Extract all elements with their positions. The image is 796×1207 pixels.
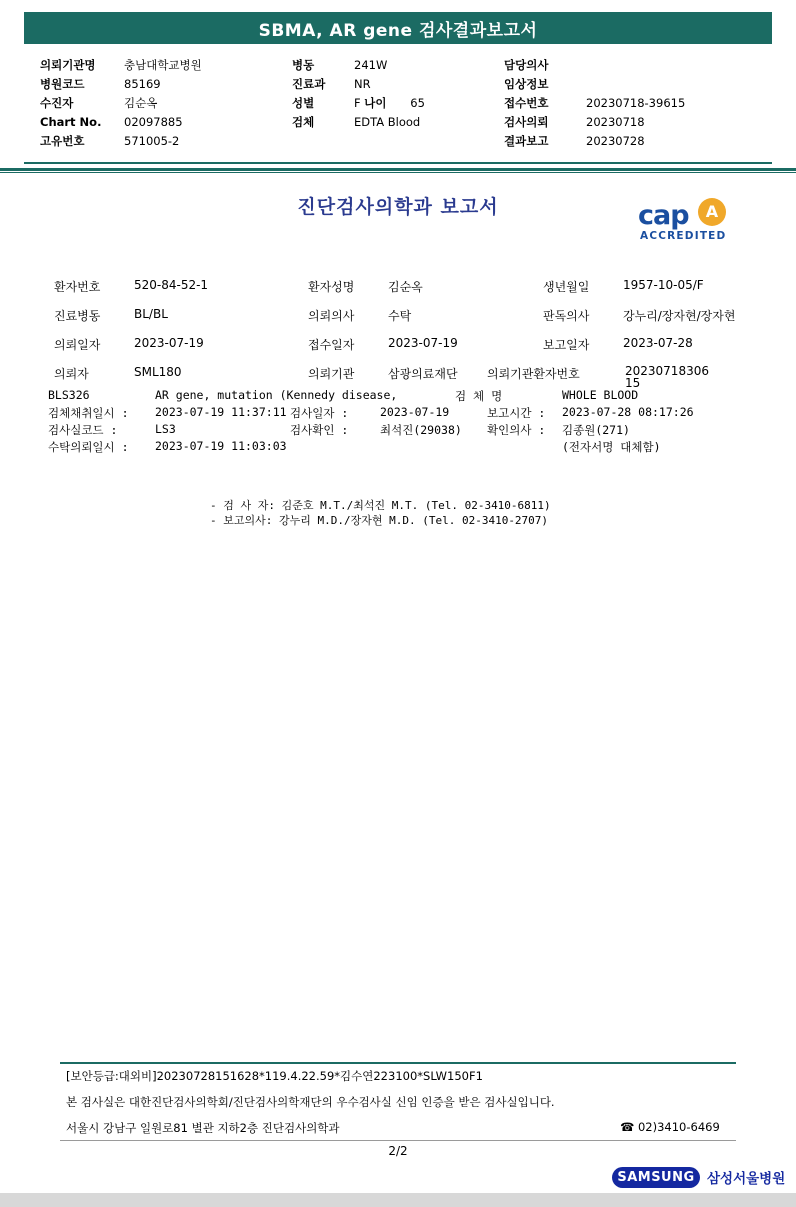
field-label: 담당의사 (504, 58, 549, 72)
header-field-institution (40, 56, 202, 75)
value-requesting-institution: 삼광의료재단 (388, 367, 458, 381)
test-header-row (0, 388, 796, 405)
page-number: 2/2 (388, 1144, 408, 1158)
samsung-logo: SAMSUNG (612, 1167, 700, 1188)
value-report-time: 2023-07-28 08:17:26 (562, 405, 694, 419)
field-label: 검체 (292, 115, 315, 129)
header-field-doctor (504, 56, 685, 75)
field-label: 진료과 (292, 77, 326, 91)
field-label: 수진자 (40, 96, 74, 110)
patient-info-row (0, 336, 796, 365)
field-label: 병원코드 (40, 77, 85, 91)
label-institution-patient-no: 의뢰기관환자번호 (487, 367, 580, 381)
header-field-unique-no (40, 132, 202, 151)
footer-security-line: [보안등급:대외비]20230728151628*119.4.22.59*김수연223100*SLW150F1 (66, 1069, 483, 1083)
value-report-date: 2023-07-28 (623, 336, 693, 350)
header-field-accession-no (504, 94, 685, 113)
field-value: 241W (354, 58, 388, 72)
header-field-hospital-code (40, 75, 202, 94)
label-requester: 의뢰자 (54, 367, 89, 381)
value-collection-datetime: 2023-07-19 11:37:11 (155, 405, 287, 419)
value-institution-patient-no: 2023071830615 (625, 364, 709, 390)
label-receipt-date: 접수일자 (308, 338, 355, 352)
label-test-date: 검사일자 : (290, 406, 349, 420)
hospital-name: 삼성서울병원 (707, 1171, 786, 1187)
patient-info-row (0, 278, 796, 307)
label-report-date: 보고일자 (543, 338, 590, 352)
hospital-brand-logo (612, 1166, 788, 1188)
label-outsource-datetime: 수탁의뢰일시 : (48, 440, 129, 454)
field-value: 20230728 (586, 134, 645, 148)
label-reading-doctor: 판독의사 (543, 309, 590, 323)
header-field-clinical-info (504, 75, 685, 94)
value-ward: BL/BL (134, 307, 168, 321)
header-separator (0, 168, 796, 171)
value-receipt-date: 2023-07-19 (388, 336, 458, 350)
label-ward: 진료병동 (54, 309, 101, 323)
header-column-1 (40, 56, 202, 151)
value-verifier: 최석진(29038) (380, 423, 462, 437)
report-sheet (10, 6, 786, 1186)
label-ordering-doctor: 의뢰의사 (308, 309, 355, 323)
header-field-report-date (504, 132, 685, 151)
value-patient-name: 김순옥 (388, 280, 423, 294)
value-birth-date: 1957-10-05/F (623, 278, 704, 292)
header-column-3 (504, 56, 685, 151)
signer-reporting-doctor: - 보고의사: 강누리 M.D./장자현 M.D. (Tel. 02-3410-2707) (210, 514, 549, 527)
label-confirming-doctor: 확인의사 : (487, 423, 546, 437)
signer-block (0, 497, 796, 527)
header-separator-thin (0, 172, 796, 173)
cap-wordmark: cap (638, 200, 689, 231)
cap-accredited-logo (636, 198, 736, 246)
field-label: 결과보고 (504, 134, 549, 148)
label-collection-datetime: 검체채취일시 : (48, 406, 129, 420)
field-value: 85169 (124, 77, 161, 91)
footer-address: 서울시 강남구 일원로81 별관 지하2층 진단검사의학과 (66, 1121, 340, 1135)
value-patient-no: 520-84-52-1 (134, 278, 209, 292)
test-code: BLS326 (48, 388, 90, 402)
value-outsource-datetime: 2023-07-19 11:03:03 (155, 439, 287, 453)
header-column-2 (292, 56, 425, 132)
field-value: 20230718 (586, 115, 645, 129)
test-result-block (0, 388, 796, 456)
field-value: 충남대학교병원 (124, 58, 202, 72)
cap-circle-icon: A (698, 198, 726, 226)
field-label: Chart No. (40, 115, 102, 129)
field-label: 접수번호 (504, 96, 549, 110)
electronic-signature-note: (전자서명 대체함) (562, 440, 661, 454)
signer-tester: - 검 사 자: 김준호 M.T./최석진 M.T. (Tel. 02-3410-6811) (210, 499, 551, 512)
header-field-ward (292, 56, 425, 75)
test-detail-row (0, 422, 796, 439)
label-requesting-institution: 의뢰기관 (308, 367, 355, 381)
header-field-patient-name (40, 94, 202, 113)
field-label: 성별 (292, 96, 315, 110)
field-value-age: 65 (410, 96, 425, 110)
field-value: 02097885 (124, 115, 183, 129)
report-title-banner: SBMA, AR gene 검사결과보고서 (24, 12, 772, 44)
field-label: 의뢰기관명 (40, 58, 96, 72)
value-reading-doctor: 강누리/장자현/장자현 (623, 309, 736, 323)
field-label: 임상정보 (504, 77, 549, 91)
label-lab-code: 검사실코드 : (48, 423, 118, 437)
page-title: 진단검사의학과 보고서 (297, 196, 499, 218)
field-value: EDTA Blood (354, 115, 421, 129)
value-lab-code: LS3 (155, 422, 176, 436)
label-patient-name: 환자성명 (308, 280, 355, 294)
footer-address-line (0, 1120, 796, 1146)
label-patient-no: 환자번호 (54, 280, 101, 294)
value-confirming-doctor: 김종원(271) (562, 423, 630, 437)
value-ordering-doctor: 수탁 (388, 309, 412, 323)
field-label: 검사의뢰 (504, 115, 549, 129)
header-field-chart-no (40, 113, 202, 132)
footer-divider (60, 1062, 736, 1064)
footer-telephone: ☎ 02)3410-6469 (620, 1120, 720, 1134)
field-label: 병동 (292, 58, 315, 72)
footer-block (0, 1068, 796, 1146)
specimen-label: 검 체 명 (455, 389, 503, 403)
value-test-date: 2023-07-19 (380, 405, 450, 419)
value-order-date: 2023-07-19 (134, 336, 204, 350)
cap-subtitle: ACCREDITED (640, 230, 727, 242)
page-number-divider (60, 1140, 736, 1141)
test-detail-row (0, 405, 796, 422)
field-label: 고유번호 (40, 134, 85, 148)
footer-accreditation-line: 본 검사실은 대한진단검사의학회/진단검사의학재단의 우수검사실 신임 인증을 받은 검사실입니다. (66, 1095, 555, 1109)
label-report-time: 보고시간 : (487, 406, 546, 420)
field-value: 571005-2 (124, 134, 180, 148)
label-order-date: 의뢰일자 (54, 338, 101, 352)
header-info-box (24, 44, 772, 164)
specimen-value: WHOLE BLOOD (562, 388, 639, 402)
field-value: 20230718-39615 (586, 96, 686, 110)
value-requester: SML180 (134, 365, 182, 379)
patient-info-grid (0, 278, 796, 394)
test-detail-row (0, 439, 796, 456)
label-birth-date: 생년월일 (543, 280, 590, 294)
header-field-sex-age (292, 94, 425, 113)
header-field-specimen (292, 113, 425, 132)
header-field-order-date (504, 113, 685, 132)
patient-info-row (0, 307, 796, 336)
header-field-department (292, 75, 425, 94)
field-value: 김순옥 (124, 96, 158, 110)
field-label-age: 나이 (364, 96, 387, 110)
field-value: NR (354, 77, 371, 91)
label-verifier: 검사확인 : (290, 423, 349, 437)
bottom-strip (0, 1193, 796, 1207)
field-value: F (354, 96, 361, 110)
test-name: AR gene, mutation (Kennedy disease, (155, 388, 398, 402)
